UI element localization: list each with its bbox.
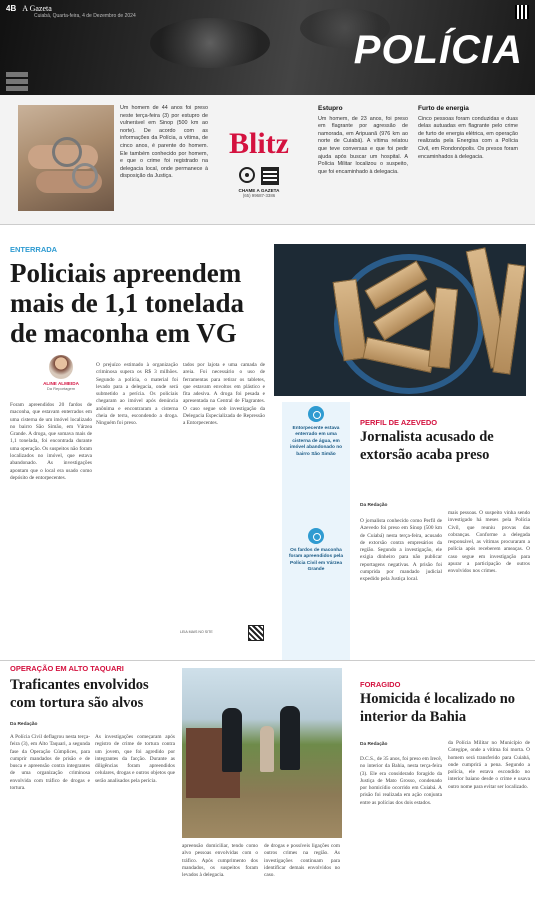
author-name: ALINE ALMEIDA — [43, 381, 79, 386]
blitz-story-2 — [318, 105, 408, 176]
section-title: POLÍCIA — [353, 28, 523, 72]
blitz-story-3-heading: Furto de energia — [418, 105, 469, 112]
masthead — [0, 0, 535, 95]
masthead-topline — [6, 4, 52, 13]
section-divider — [0, 660, 535, 661]
person-figure — [260, 726, 274, 772]
secondary-byline: Da Redação — [360, 503, 388, 508]
officer-figure — [222, 708, 242, 772]
magnifier-icon — [308, 406, 324, 422]
bottom-left-body-col-2: As investigações começaram após registro de crime de tortura contra um jovem, que foi agredido por integrantes da facção. Durante as diligências foram apreendidos celulares, drogas e outros objetos que serão analisados pela perícia. — [95, 734, 175, 784]
eye-background-image — [150, 18, 270, 68]
page-number: 4B — [6, 4, 17, 13]
blitz-promo — [212, 105, 306, 215]
bottom-left-body-col-4: de drogas e possíveis ligações com outros crimes na região. As investigações continuam para identificar demais envolvidos no caso. — [264, 843, 340, 879]
blitz-story-3-body: Cinco pessoas foram conduzidas e duas delas autuadas em flagrante pelo crime de furto de energia elétrica, em operação realizada pela Energisa com a Polícia Civil, em Rondonópolis. Os presos foram encaminhados à delegacia. — [418, 115, 518, 160]
info-sidebar — [282, 402, 350, 660]
read-more-label: LEIA MAIS NO SITE — [180, 630, 213, 634]
info-text-1: Entorpecente estava enterrado em uma cisterna de água, em imóvel abandonado no bairro São Simão — [289, 426, 343, 457]
bottom-right-headline: Homicida é localizado no interior da Bahia — [360, 691, 516, 725]
whatsapp-icon — [239, 167, 255, 183]
bottom-left-kicker: OPERAÇÃO EM ALTO TAQUARI — [10, 664, 124, 673]
masthead-badges — [6, 72, 28, 91]
author-role: Da Reportagem — [46, 386, 76, 391]
info-text-2: Os fardos de maconha foram apreendidos pela Polícia Civil em Várzea Grande — [288, 548, 344, 573]
bottom-left-headline: Traficantes envolvidos com tortura são alvos — [10, 677, 149, 711]
police-operation-photo — [182, 668, 342, 838]
blitz-story-1: Um homem de 44 anos foi preso neste terça-feira (3) por estupro de vulnerável em Sinop (500 km ao norte). De acordo com as informações da Polícia, a vítima, de cinco anos, é parente do homem. Ele também conhecido por homem, e que o crime foi registrado na delegacia local, onde permanece à disposição da Justiça. — [120, 105, 208, 180]
blitz-story-2-heading: Estupro — [318, 105, 343, 112]
date-line: Cuiabá, Quarta-feira, 4 de Dezembro de 2024 — [34, 13, 136, 19]
main-body-col-3: tados por lajota e uma camada de areia. Foi necessário o uso de ferramentas para retirar os tabletes, que estavam envoltos em plástico e fita adesiva. A droga foi pesada e apresentada na Central de Flagrantes. O caso segue sob investigação da Delegacia Especializada de Repressão a Entorpecentes. — [183, 362, 265, 427]
main-body-col-1: Foram apreendidos 20 fardos de maconha, que estavam enterrados em uma cisterna de um imóvel localizado no bairro São Simão, em Várzea Grande. A droga, que somava mais de 1,1 tonelada, foi encontrada durante uma operação. Os suspeitos não foram localizados no imóvel, que estava abandonado. As investigações apontam que o local era usado como depósito de entorpecentes. — [10, 402, 92, 481]
qr-code-icon — [515, 5, 529, 19]
cistern-photo — [274, 244, 526, 396]
main-body-col-2: O prejuízo estimado à organização criminosa supera os R$ 3 milhões. Segundo a polícia, o material foi levado para a delegacia, onde será submetido a perícia. Os policiais chegaram ao imóvel após denúncia anônima e encontraram a cisterna cheia de terra, escondendo a droga. Ninguém foi preso. — [96, 362, 178, 427]
bottom-right-kicker: FORAGIDO — [360, 680, 401, 689]
secondary-body-col-2: mais pessoas. O suspeito vinha sendo investigado há meses pela Polícia Civil, que reuniu provas das cobranças. Conforme a delegada responsável, as vítimas procuraram a polícia após receberem ameaças. O caso segue em investigação para apurar a participação de outros envolvidos nos crimes. — [448, 510, 530, 575]
badge-bar — [6, 72, 28, 77]
blitz-cta: CHAME A GAZETA — [238, 188, 280, 193]
handcuffs-photo — [18, 105, 114, 211]
handcuff-icon — [52, 137, 82, 167]
paper-name: A Gazeta — [22, 4, 52, 13]
main-kicker: ENTERRADA — [10, 245, 58, 254]
qr-code-icon — [248, 625, 264, 641]
blitz-logo: Blitz — [229, 127, 289, 160]
badge-bar — [6, 79, 28, 84]
bottom-left-byline: Da Redação — [10, 722, 38, 727]
blitz-phone: (65) 99687-3386 — [242, 193, 276, 198]
bottom-left-body-col-3: apreensão domiciliar, tendo como alvo pessoas envolvidas com o tráfico. Após cumprimento dos mandados, os suspeitos foram levados à delegacia. — [182, 843, 258, 879]
blitz-story-3 — [418, 105, 518, 161]
bottom-right-body-col-1: D.C.S., de 35 anos, foi preso em Irecê, no interior da Bahia, nesta terça-feira (3). Ele era considerado foragido da Justiça de Mato Grosso, condenado por homicídio ocorrido em Cuiabá. A prisão foi realizada em ação conjunta entre as polícias dos dois estados. — [360, 756, 442, 806]
secondary-headline: Jornalista acusado de extorsão acaba preso — [360, 429, 494, 463]
bottom-left-body-col-1: A Polícia Civil deflagrou nesta terça-feira (3), em Alto Taquari, a segunda fase da Operação Cúmplices, para cumprir mandados de prisão e de busca e apreensão contra integrantes de uma organização criminosa envolvida com tráfico de drogas e tortura. — [10, 734, 90, 792]
qr-code-icon — [261, 167, 279, 185]
magnifier-icon — [308, 528, 324, 544]
bottom-right-byline: Da Redação — [360, 742, 388, 747]
blitz-story-2-body: Um homem, de 23 anos, foi preso em flagrante por agressão de namorada, em Aripuanã (976 km ao norte de Cuiabá). A vítima relatou que teve conversas e que foi pedir ajuda após buscar um hospital. A Polícia Militar localizou o suspeito, que foi encaminhado à delegacia. — [318, 115, 408, 175]
blitz-section — [0, 95, 535, 225]
avatar — [49, 355, 73, 379]
contact-icons — [212, 167, 306, 185]
bottom-right-body-col-2: da Polícia Militar no Município de Cotegipe, onde a vítima foi morta. O homem será transferido para Cuiabá, onde cumprirá a pena. Segundo a polícia, ele estava escondido no interior baiano desde o crime e usava outro nome para evitar ser localizado. — [448, 740, 530, 790]
secondary-body-col-1: O jornalista conhecido como Perfil de Azevedo foi preso em Sinop (500 km de Cuiabá) nesta terça-feira, acusado de extorsão contra empresários da região. Segundo a investigação, ele exigia dinheiro para não publicar reportagens negativas. A prisão foi cumprida por mandado judicial expedido pela Justiça local. — [360, 518, 442, 583]
author-block — [36, 355, 86, 391]
main-headline: Policiais apreendem mais de 1,1 tonelada de maconha em VG — [10, 258, 245, 348]
secondary-kicker: PERFIL DE AZEVEDO — [360, 418, 438, 427]
handcuff-icon — [72, 163, 98, 189]
officer-figure — [280, 706, 300, 770]
badge-bar — [6, 86, 28, 91]
